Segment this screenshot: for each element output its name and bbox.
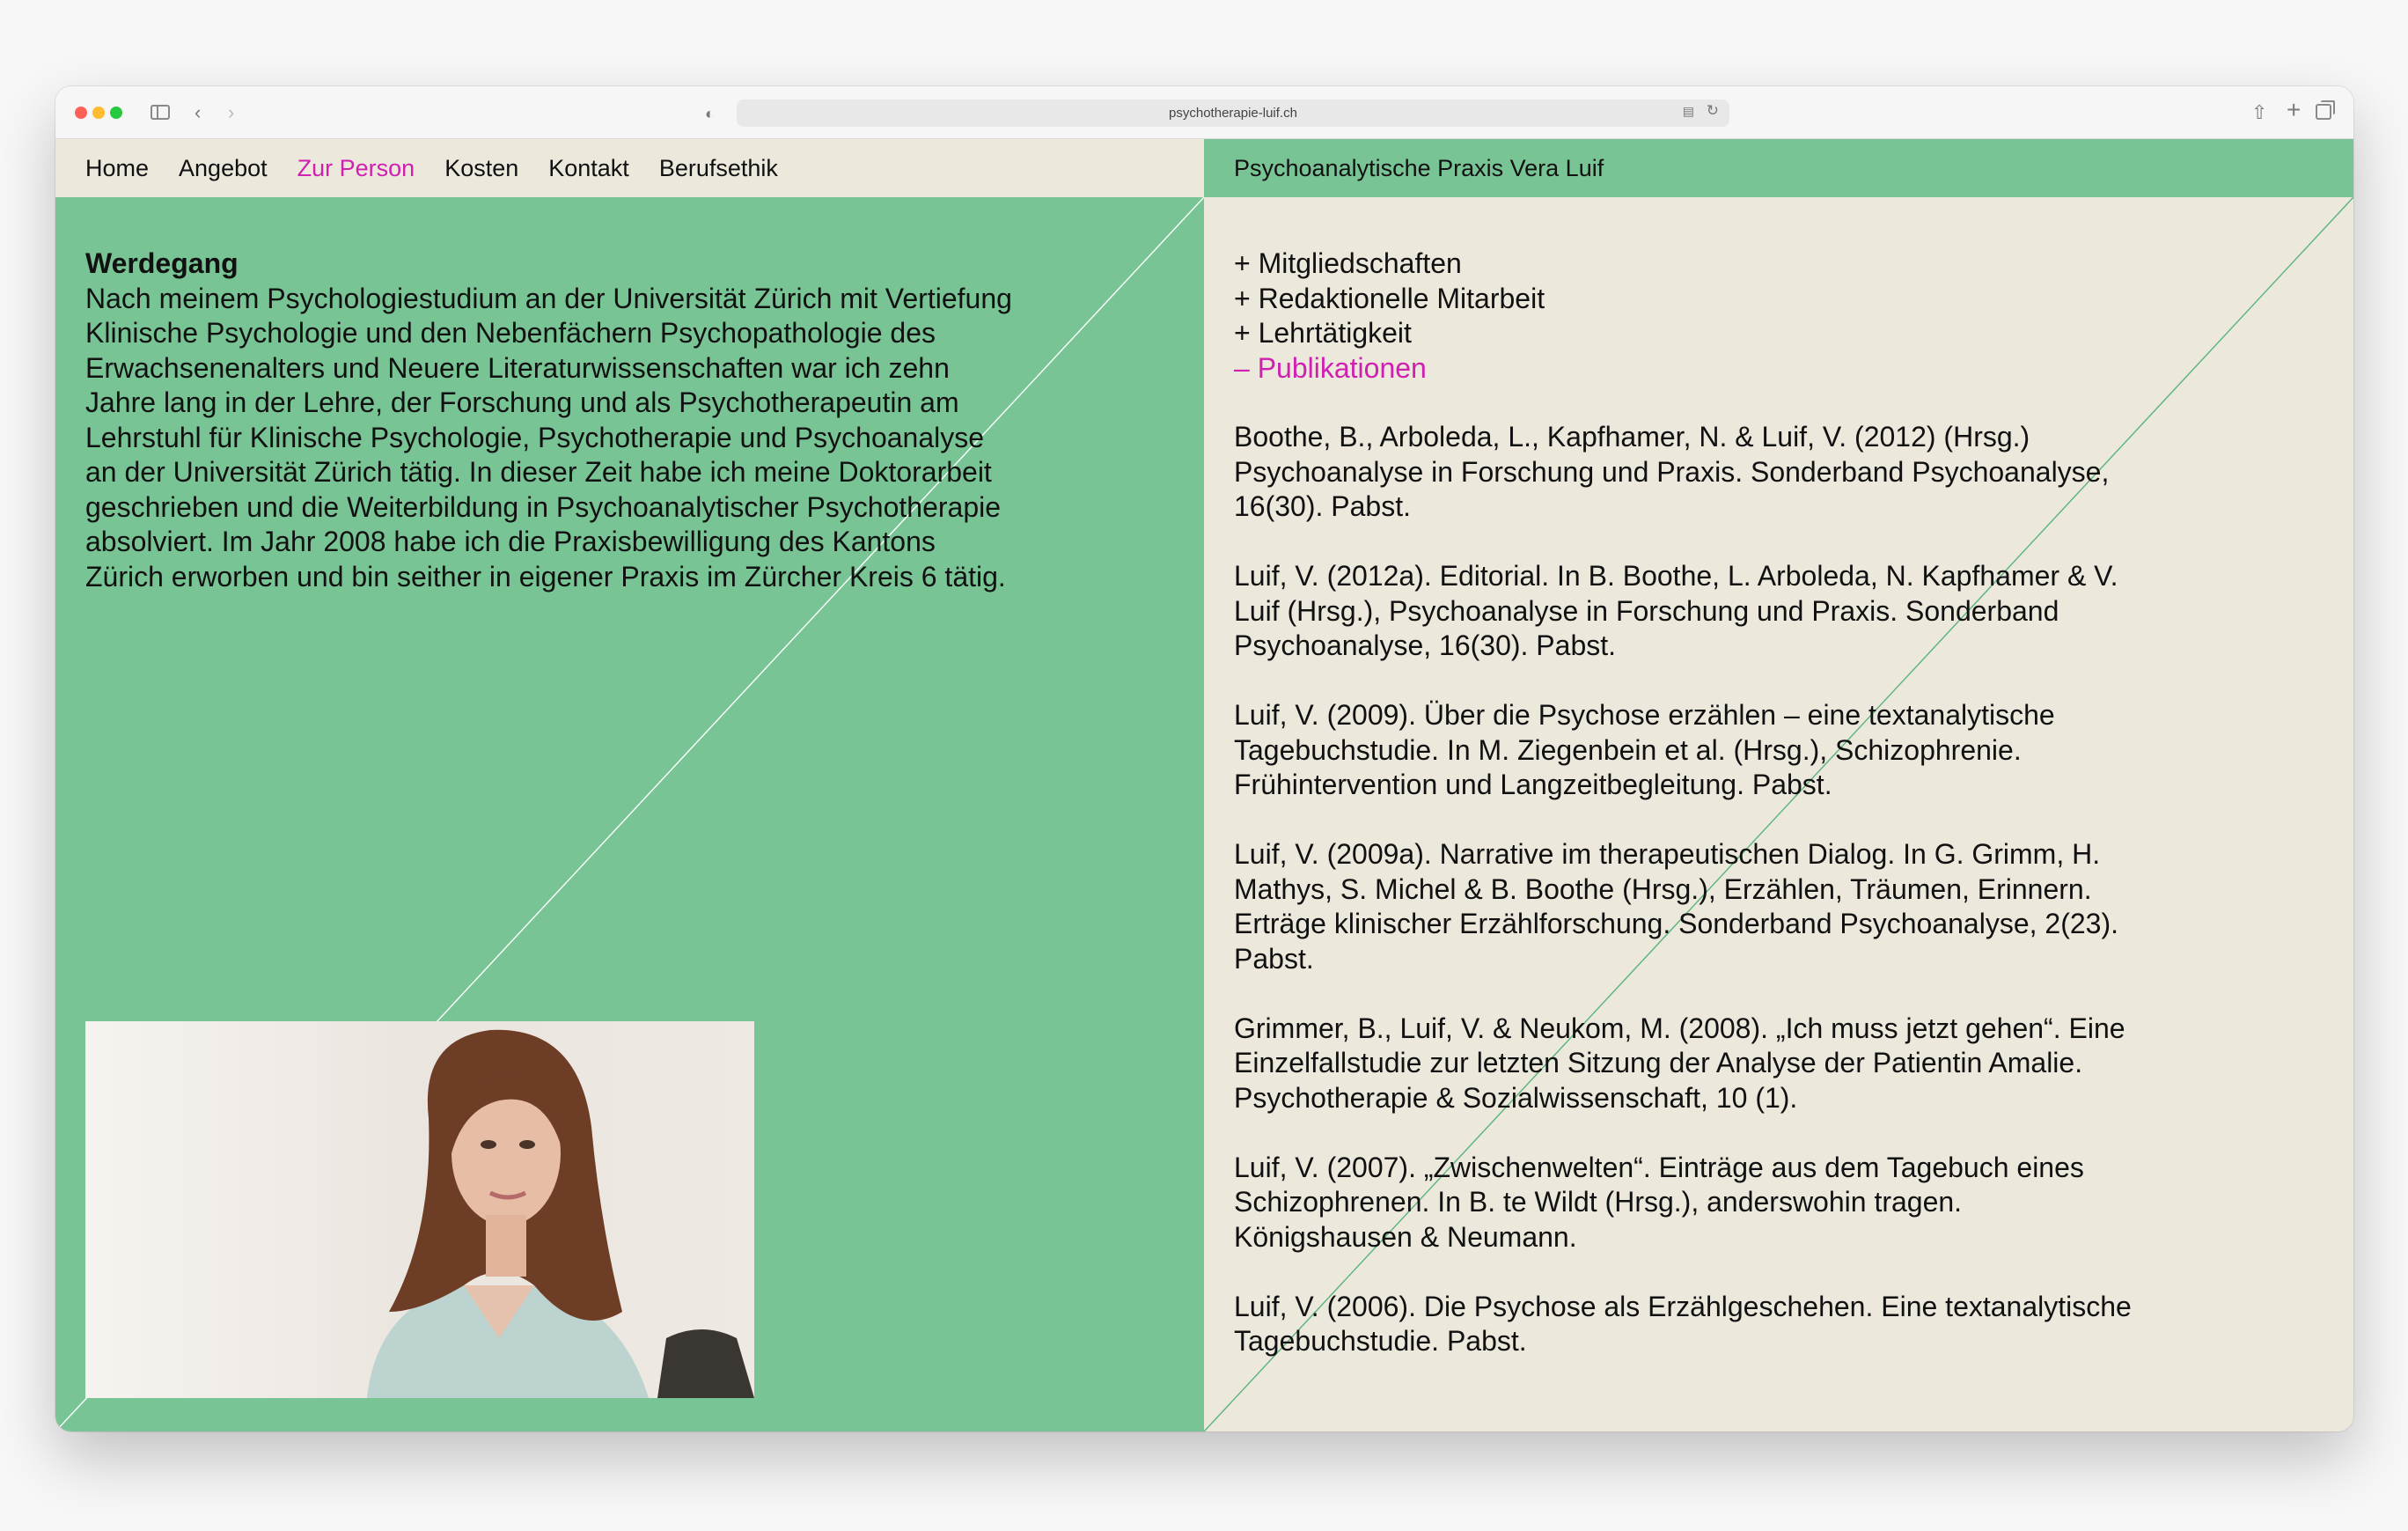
publication-item: Boothe, B., Arboleda, L., Kapfhamer, N. & Luif, V. (2012) (Hrsg.) Psychoanalyse in Forschung und Praxis. Sonderband Psychoanalyse, 16(30). Pabst. xyxy=(1234,421,2110,522)
accordion-publikationen[interactable]: – Publikationen xyxy=(1234,351,1427,384)
publication-item: Luif, V. (2007). „Zwischenwelten“. Einträge aus dem Tagebuch eines Schizophrenen. In B. te Wildt (Hrsg.), anderswohin tragen. Königshausen & Neumann. xyxy=(1234,1151,2084,1253)
back-icon[interactable]: ‹ xyxy=(195,101,202,123)
publication-item: Luif, V. (2012a). Editorial. In B. Boothe, L. Arboleda, N. Kapfhamer & V. Luif (Hrsg.), Psychoanalyse in Forschung und Praxis. Sonderband Psychoanalyse, 16(30). Pabst. xyxy=(1234,560,2118,661)
nav-home[interactable]: Home xyxy=(85,154,150,181)
accordion-menu xyxy=(1234,247,1545,386)
site-title[interactable]: Psychoanalytische Praxis Vera Luif xyxy=(1234,155,1604,181)
privacy-shield-icon[interactable]: ◐ xyxy=(705,105,715,122)
publication-list xyxy=(1234,420,2140,1394)
zoom-window-button[interactable] xyxy=(110,107,122,119)
bio-heading: Werdegang xyxy=(85,247,239,279)
bio-panel xyxy=(55,197,1204,1432)
bio-text: Nach meinem Psychologiestudium an der Universität Zürich mit Vertiefung Klinische Psychologie und den Nebenfächern Psychopathologie des Erwachsenenalters und Neuere Literaturwissenschaften war ich zehn Jahre lang in der Lehre, der Forschung und als Psychotherapeutin am Lehrstuhl für Klinische Psychologie, Psychotherapie und Psychoanalyse an der Universität Zürich tätig. In dieser Zeit habe ich meine Doktorarbeit geschrieben und die Weiterbildung in Psychoanalytischer Psychotherapie absolviert. Im Jahr 2008 habe ich die Praxisbewilligung des Kantons Zürich erworben und bin seither in eigener Praxis im Zürcher Kreis 6 tätig. xyxy=(85,282,1012,593)
accordion-mitgliedschaften[interactable]: + Mitgliedschaften xyxy=(1234,247,1462,279)
nav-kosten[interactable]: Kosten xyxy=(444,154,519,181)
translate-icon[interactable]: ▤ xyxy=(1682,104,1694,118)
bio-section xyxy=(85,247,1018,594)
publication-item: Grimmer, B., Luif, V. & Neukom, M. (2008). „Ich muss jetzt gehen“. Eine Einzelfallstudie zur letzten Sitzung der Analyse der Patientin Amalie. Psychotherapie & Sozialwissenschaft, 10 (1). xyxy=(1234,1012,2125,1114)
publication-item: Luif, V. (2009a). Narrative im therapeutischen Dialog. In G. Grimm, H. Mathys, S. Michel & B. Boothe (Hrsg.), Erzählen, Träumen, Erinnern. Erträge klinischer Erzählforschung. Sonderband Psychoanalyse, 2(23). Pabst. xyxy=(1234,838,2118,975)
portrait-illustration xyxy=(85,1021,754,1398)
reload-icon[interactable]: ↻ xyxy=(1706,102,1719,119)
tab-overview-icon[interactable] xyxy=(2316,104,2331,120)
browser-toolbar xyxy=(55,86,2353,139)
main-nav-bar xyxy=(55,139,1204,197)
portrait-photo xyxy=(85,1021,754,1398)
address-bar[interactable] xyxy=(737,99,1729,127)
accordion-lehrtaetigkeit[interactable]: + Lehrtätigkeit xyxy=(1234,317,1412,349)
close-window-button[interactable] xyxy=(75,107,87,119)
new-tab-icon[interactable]: + xyxy=(2287,96,2302,123)
minimize-window-button[interactable] xyxy=(92,107,105,119)
sidebar-toggle-icon[interactable] xyxy=(150,105,170,120)
publication-item: Luif, V. (2009). Über die Psychose erzählen – eine textanalytische Tagebuchstudie. In M. Ziegenbein et al. (Hrsg.), Schizophrenie. Frühintervention und Langzeitbegleitung. Pabst. xyxy=(1234,699,2055,800)
nav-angebot[interactable]: Angebot xyxy=(179,154,268,181)
nav-zur-person[interactable]: Zur Person xyxy=(297,154,415,181)
main-nav xyxy=(85,139,808,197)
publication-item: Luif, V. (2006). Die Psychose als Erzählgeschehen. Eine textanalytische Tagebuchstudie. Pabst. xyxy=(1234,1290,2132,1357)
nav-berufsethik[interactable]: Berufsethik xyxy=(658,154,778,181)
url-text: psychotherapie-luif.ch xyxy=(1169,106,1297,121)
publications-panel xyxy=(1204,197,2353,1432)
site-title-bar xyxy=(1204,139,2353,197)
nav-kontakt[interactable]: Kontakt xyxy=(548,154,629,181)
forward-icon[interactable]: › xyxy=(228,101,235,123)
share-icon[interactable]: ⇧ xyxy=(2251,101,2268,123)
accordion-redaktionelle-mitarbeit[interactable]: + Redaktionelle Mitarbeit xyxy=(1234,282,1545,314)
browser-window xyxy=(55,86,2353,1432)
page xyxy=(55,139,2353,1432)
